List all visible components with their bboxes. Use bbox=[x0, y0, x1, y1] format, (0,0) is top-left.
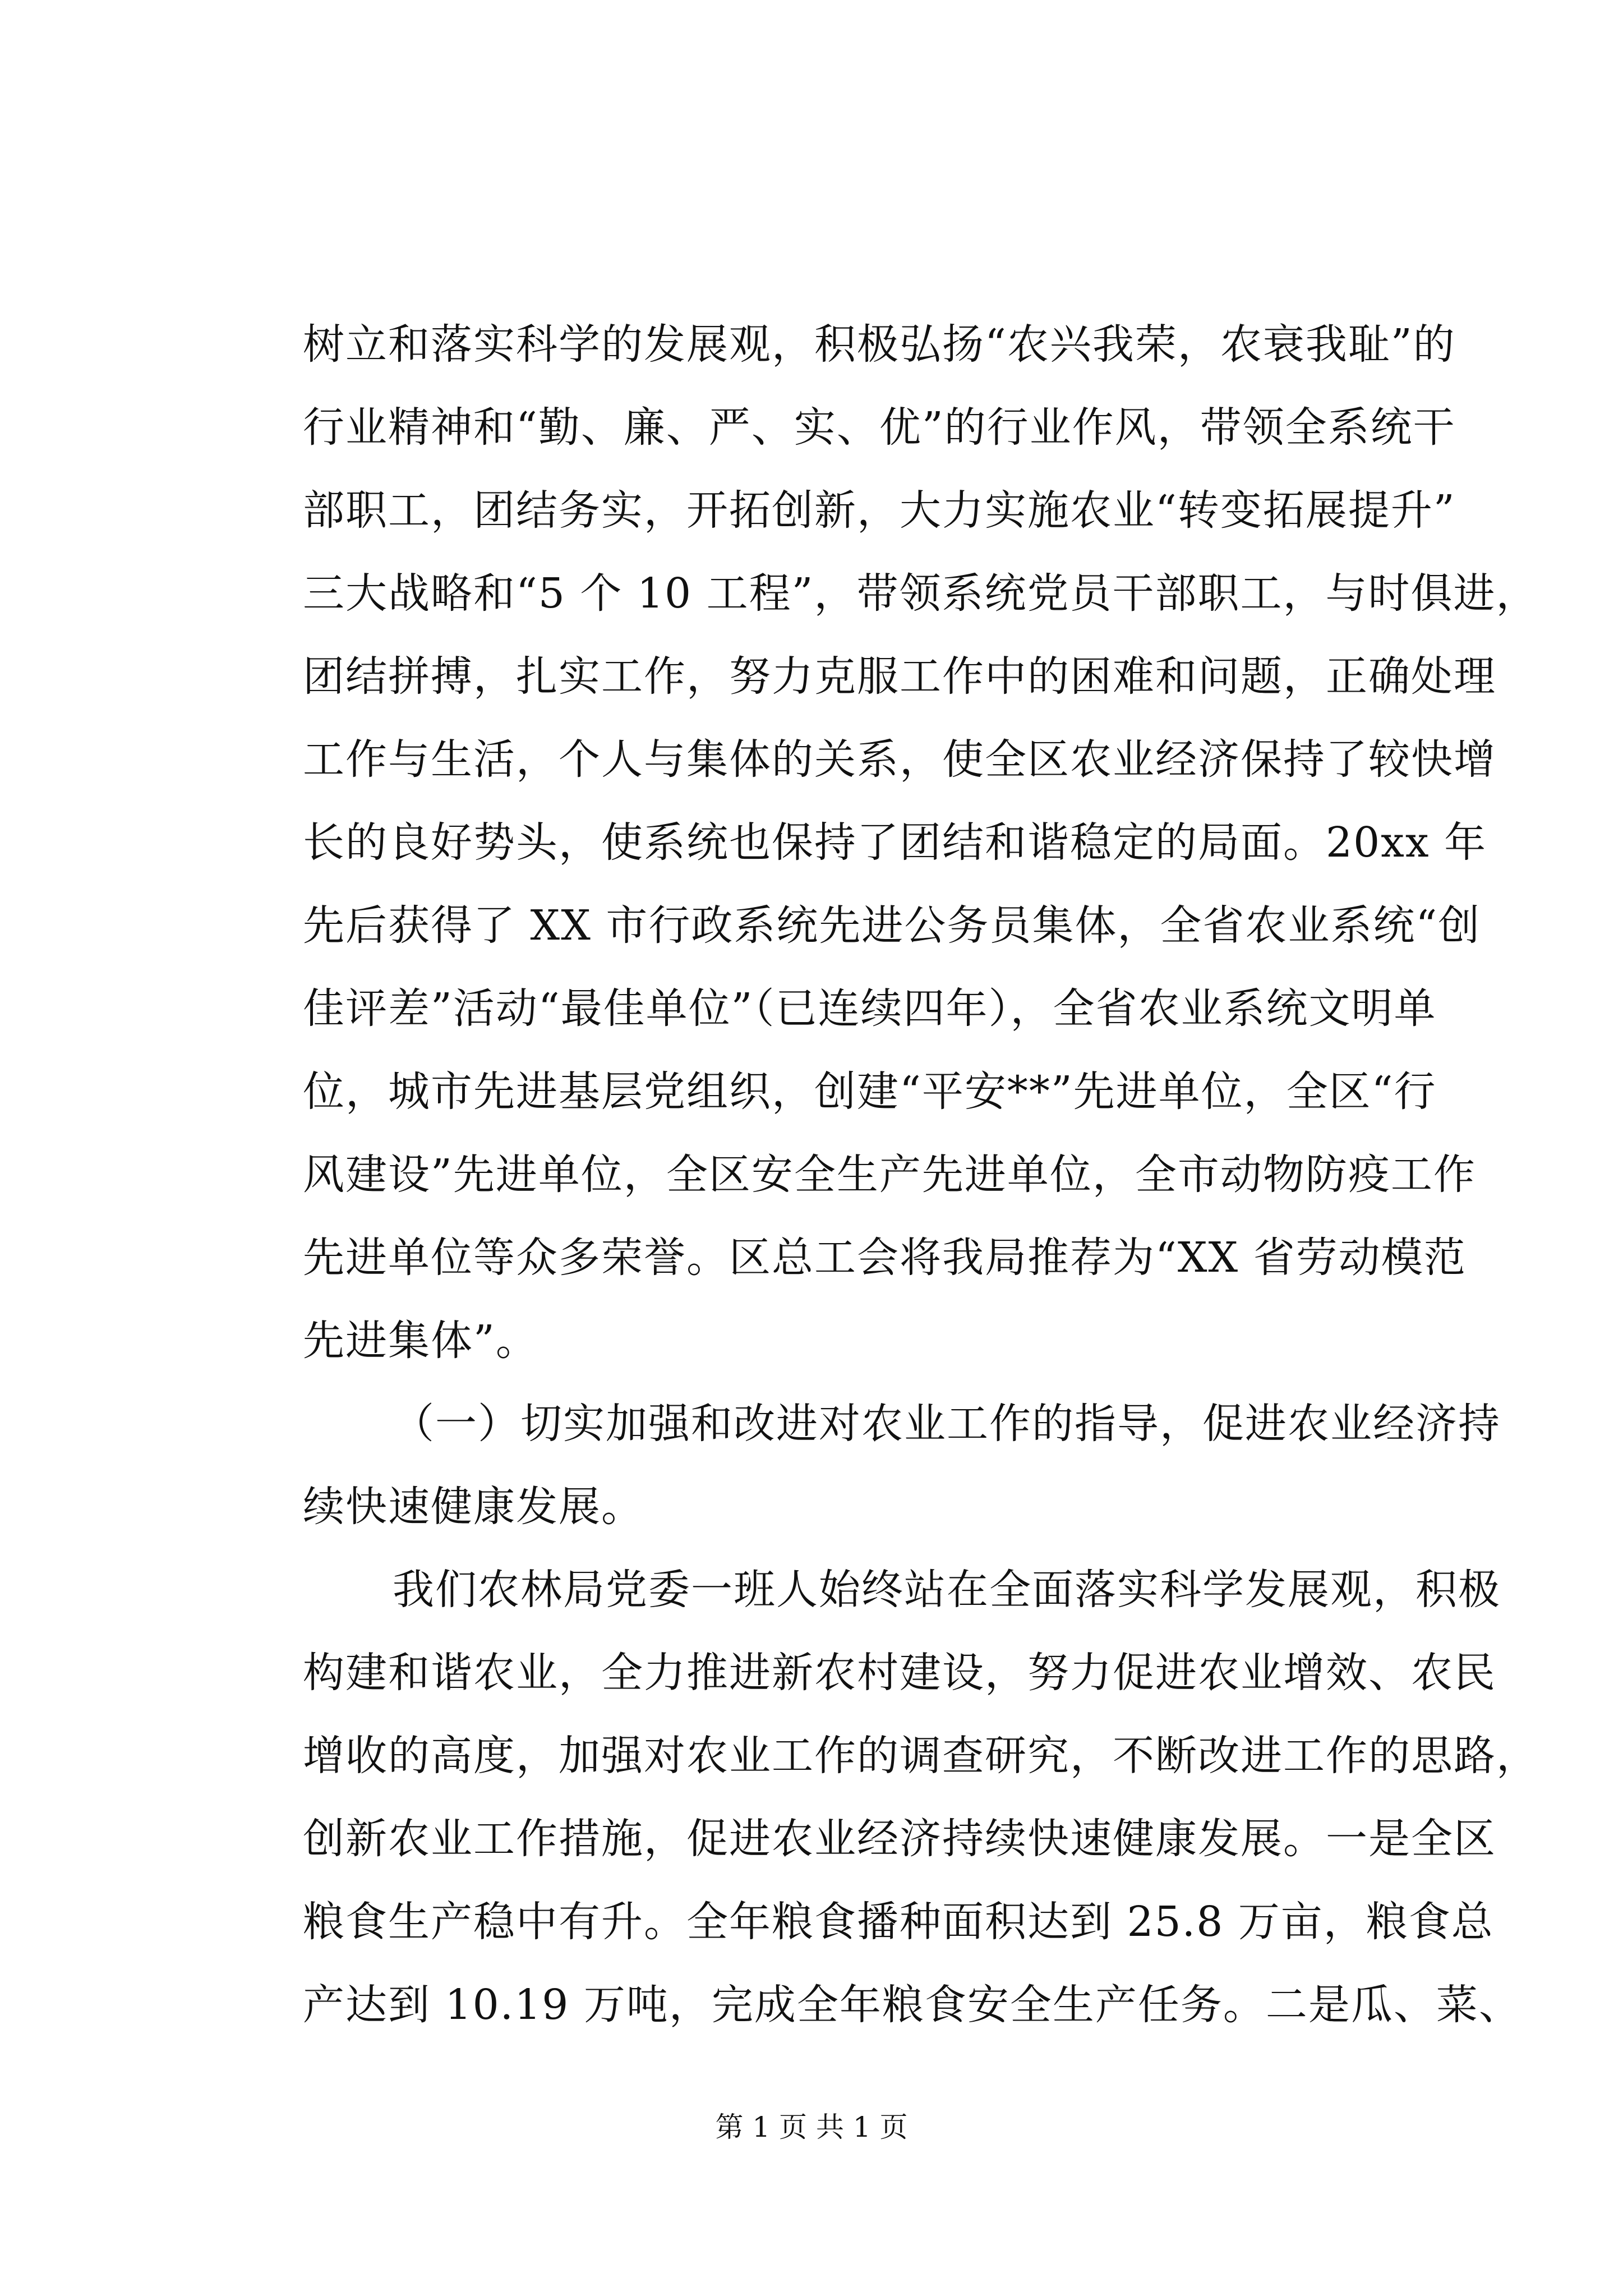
paragraph-3 bbox=[303, 1548, 1539, 2046]
text-line: 树立和落实科学的发展观，积极弘扬“农兴我荣，农衰我耻”的 bbox=[303, 320, 1456, 369]
text-line: 增收的高度，加强对农业工作的调查研究，不断改进工作的思路， bbox=[303, 1732, 1539, 1780]
text-line: 先进集体”。 bbox=[303, 1317, 538, 1365]
text-line: 团结拼搏，扎实工作，努力克服工作中的困难和问题，正确处理 bbox=[303, 652, 1496, 701]
text-line: 粮食生产稳中有升。全年粮食播种面积达到 25.8 万亩，粮食总 bbox=[303, 1898, 1494, 1946]
text-line: 构建和谐农业，全力推进新农村建设，努力促进农业增效、农民 bbox=[303, 1649, 1496, 1697]
text-line: 行业精神和“勤、廉、严、实、优”的行业作风，带领全系统干 bbox=[303, 403, 1456, 452]
text-line: 工作与生活，个人与集体的关系，使全区农业经济保持了较快增 bbox=[303, 735, 1496, 784]
text-line: 位，城市先进基层党组织，创建“平安**”先进单位，全区“行 bbox=[303, 1068, 1437, 1116]
section-heading bbox=[303, 1382, 1501, 1548]
text-line: 长的良好势头，使系统也保持了团结和谐稳定的局面。20xx 年 bbox=[303, 818, 1487, 867]
text-line: 创新农业工作措施，促进农业经济持续快速健康发展。一是全区 bbox=[303, 1815, 1496, 1863]
document-body bbox=[303, 303, 1539, 2046]
text-line: 部职工，团结务实，开拓创新，大力实施农业“转变拓展提升” bbox=[303, 486, 1456, 535]
text-line: 风建设”先进单位，全区安全生产先进单位，全市动物防疫工作 bbox=[303, 1151, 1476, 1199]
text-line: 先后获得了 XX 市行政系统先进公务员集体，全省农业系统“创 bbox=[303, 901, 1481, 950]
text-line: 佳评差”活动“最佳单位”（已连续四年），全省农业系统文明单 bbox=[303, 984, 1437, 1033]
text-line: 我们农林局党委一班人始终站在全面落实科学发展观，积极 bbox=[393, 1566, 1501, 1614]
text-line: 产达到 10.19 万吨，完成全年粮食安全生产任务。二是瓜、菜、 bbox=[303, 1981, 1521, 2029]
text-line: 续快速健康发展。 bbox=[303, 1483, 644, 1531]
text-line: 先进单位等众多荣誉。区总工会将我局推荐为“XX 省劳动模范 bbox=[303, 1234, 1467, 1282]
text-line: （一）切实加强和改进对农业工作的指导，促进农业经济持 bbox=[393, 1400, 1501, 1448]
page-footer: 第 1 页 共 1 页 bbox=[715, 2111, 908, 2143]
text-line: 三大战略和“5 个 10 工程”，带领系统党员干部职工，与时俱进， bbox=[303, 569, 1539, 618]
paragraph-1 bbox=[303, 303, 1539, 1382]
